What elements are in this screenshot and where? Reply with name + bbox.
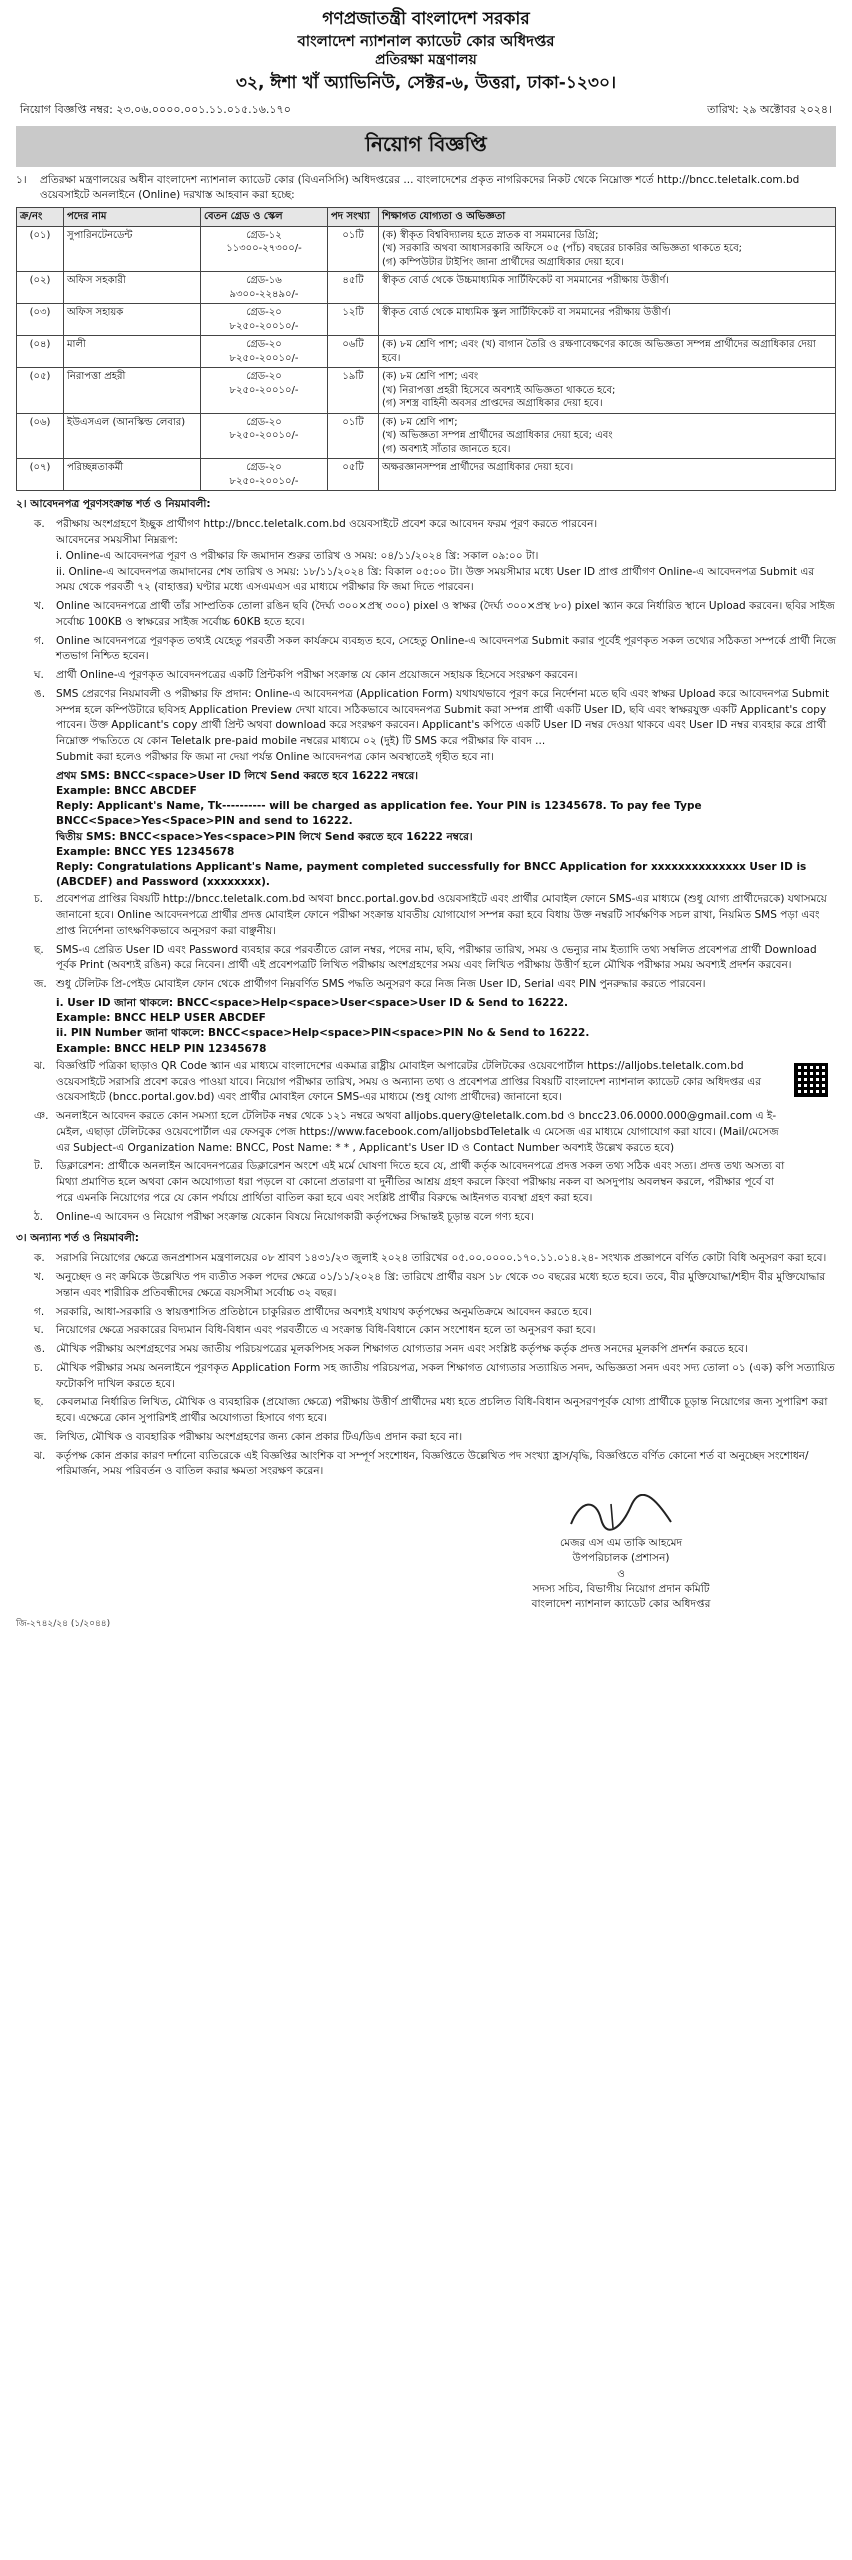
signature-block: [526, 1494, 716, 1612]
signatory-name: মেজর এস এম তাকি আহমেদ: [560, 1537, 682, 1550]
row-post: অফিস সহায়ক: [64, 304, 201, 336]
list-item-text: নিয়োগের ক্ষেত্রে সরকারের বিদ্যমান বিধি-বিধান এবং পরবর্তীতে এ সংক্রান্ত বিধি-বিধানে কোন সংশোধন হলে তা অনুসরণ করা হবে।: [56, 1324, 596, 1337]
row-grade: গ্রেড-২০ ৮২৫০-২০০১০/-: [201, 336, 328, 368]
list-item-text: কর্তৃপক্ষ কোন প্রকার কারণ দর্শানো ব্যতিরেকে এই বিজ্ঞপ্তির আংশিক বা সম্পূর্ণ সংশোধন, বিজ্ঞপ্তিতে উল্লেখিত পদ সংখ্যা হ্রাস/বৃদ্ধি, বিজ্ঞপ্তিতে বর্ণিত কোনো শর্ত বা অনুচ্ছেদ সংশোধন/পরিমার্জন, সময় পরিবর্তন ও বাতিল করার ক্ষমতা সংরক্ষণ করেন।: [56, 1449, 809, 1478]
table-row: [17, 368, 836, 414]
row-count: ০৫টি: [328, 459, 379, 491]
notice-date: তারিখ: ২৯ অক্টোবর ২০২৪।: [707, 103, 832, 117]
row-grade: গ্রেড-২০ ৮২৫০-২০০১০/-: [201, 413, 328, 459]
row-count: ৪৫টি: [328, 272, 379, 304]
signatory-designation-3: সদস্য সচিব, বিভাগীয় নিয়োগ প্রদান কমিটি: [532, 1582, 710, 1595]
list-item: [34, 977, 836, 993]
notice-banner: নিয়োগ বিজ্ঞপ্তি: [16, 126, 836, 167]
list-item: [34, 634, 836, 666]
row-count: ০১টি: [328, 226, 379, 272]
list-item-marker: খ.: [34, 600, 45, 613]
list-item: [34, 599, 836, 631]
list-item-marker: চ.: [34, 893, 44, 906]
list-item-marker: ঘ.: [34, 669, 44, 682]
row-grade: গ্রেড-২০ ৮২৫০-২০০১০/-: [201, 368, 328, 414]
list-item-text: SMS প্রেরণের নিয়মাবলী ও পরীক্ষার ফি প্রদান: Online-এ আবেদনপত্র (Application Form) যথাযথভাবে পূরণ করে নির্দেশনা মতে ছবি এবং স্বাক্ষর Upload করে আবেদনপত্র Submit সম্পন্ন হলে কম্পিউটারে ছবিসহ Application Preview দেখা যাবে। সঠিকভাবে আবেদনপত্র Submit করা সম্পন্ন প্রার্থী একটি User ID, ছবি এবং স্বাক্ষরযুক্ত একটি Applicant's copy পাবেন। উক্ত Applicant's copy প্রার্থী প্রিন্ট অথবা download করে সংরক্ষণ করবেন। Applicant's কপিতে একটি User ID নম্বর দেওয়া থাকবে এবং User ID নম্বর ব্যবহার করে প্রার্থী নিম্নোক্ত পদ্ধতিতে যে কোন Teletalk pre-paid mobile নম্বরের মাধ্যমে ০২ (দুই) টি SMS করে পরীক্ষার ফি বাবদ ... Submit করা হলেও পরীক্ষার ফি জমা না দেয়া পর্যন্ত Online আবেদনপত্র কোন অবস্থাতেই গৃহীত হবে না।: [56, 687, 830, 763]
list-item: [34, 1109, 792, 1156]
list-item: [34, 668, 836, 684]
list-item-marker: ছ.: [34, 1396, 44, 1409]
list-item-marker: জ.: [34, 1430, 47, 1443]
posts-table: [16, 207, 836, 491]
row-count: ১২টি: [328, 304, 379, 336]
list-item-text: প্রবেশপত্র প্রাপ্তির বিষয়টি http://bncc.teletalk.com.bd অথবা bncc.portal.gov.bd ওয়েবসাইটে এবং প্রার্থীর মোবাইল ফোনে SMS-এর মাধ্যমে (শুধু যোগ্য প্রার্থীদেরকে) যথাসময়ে জানানো হবে। Online আবেদনপত্রে প্রার্থীর প্রদত্ত মোবাইল ফোনে পরীক্ষা সংক্রান্ত যাবতীয় যোগাযোগ সম্পন্ন করা হবে বিধায় উক্ত নম্বরটি সার্বক্ষণিক সচল রাখা, নিয়মিত SMS পড়া এবং প্রাপ্ত নির্দেশনা তাৎক্ষণিকভাবে অনুসরণ করা বাঞ্ছনীয়।: [56, 893, 827, 937]
row-serial: (০৬): [17, 413, 64, 459]
memo-row: [20, 101, 832, 120]
list-item-text: Online আবেদনপত্রে পূরণকৃত তথ্যই যেহেতু পরবর্তী সকল কার্যক্রমে ব্যবহৃত হবে, সেহেতু Online-এ আবেদনপত্র Submit করার পূর্বেই পূরণকৃত সকল তথ্যের সঠিকতা সম্পর্কে প্রার্থী নিজে শতভাগ নিশ্চিত হবেন।: [56, 634, 837, 663]
row-post: নিরাপত্তা প্রহরী: [64, 368, 201, 414]
list-item: [34, 892, 836, 939]
row-serial: (০২): [17, 272, 64, 304]
section-2-title: ২। আবেদনপত্র পূরণসংক্রান্ত শর্ত ও নিয়মাবলী:: [16, 498, 211, 511]
col-serial: ক্র/নং: [17, 208, 64, 227]
list-item-text: ডিক্লারেশন: প্রার্থীকে অনলাইন আবেদনপত্রের ডিক্লারেশন অংশে এই মর্মে ঘোষণা দিতে হবে যে, প্রার্থী কর্তৃক আবেদনপত্রে প্রদত্ত সকল তথ্য সঠিক এবং সত্য। প্রদত্ত তথ্য অসত্য বা মিথ্যা প্রমাণিত হলে অথবা কোন অযোগ্যতা ধরা পড়লে বা কোনো প্রতারণা বা দুর্নীতির আশ্রয় গ্রহণ করলে কিংবা পরীক্ষায় নকল বা অসদুপায় অবলম্বন করলে, পরীক্ষার পূর্বে বা পরে এমনকি নিয়োগের পরে যে কোন পর্যায়ে প্রার্থিতা বাতিল করা হবে এবং সংশ্লিষ্ট প্রার্থীর বিরুদ্ধে আইনগত ব্যবস্থা গ্রহণ করা হবে।: [56, 1160, 785, 1204]
qr-area: [16, 1059, 836, 1226]
signatory-designation-2: ও: [617, 1567, 625, 1580]
row-post: মালী: [64, 336, 201, 368]
row-post: অফিস সহকারী: [64, 272, 201, 304]
list-item-marker: ঞ.: [34, 1110, 49, 1123]
department-name: বাংলাদেশ ন্যাশনাল ক্যাডেট কোর অধিদপ্তর: [297, 31, 555, 50]
list-item: [34, 943, 836, 975]
list-item: [34, 1270, 836, 1302]
table-row: [17, 413, 836, 459]
row-grade: গ্রেড-২০ ৮২৫০-২০০১০/-: [201, 459, 328, 491]
list-item-marker: ক.: [34, 518, 45, 531]
footer-code: জি-২৭৪২/২৪ (১/২০৪৪): [16, 1619, 111, 1630]
list-item-text: শুধু টেলিটক প্রি-পেইড মোবাইল ফোন থেকে প্রার্থীগণ নিম্নবর্ণিত SMS পদ্ধতি অনুসরণ করে নিজ নিজ User ID, Serial এবং PIN পুনরুদ্ধার করতে পারবেন।: [56, 978, 706, 991]
row-count: ০৬টি: [328, 336, 379, 368]
recruitment-notice-page: [16, 0, 836, 1631]
list-item-marker: ঠ.: [34, 1210, 43, 1223]
list-item-marker: ঝ.: [34, 1059, 46, 1072]
section-3-items: [16, 1251, 836, 1480]
list-item: [34, 1342, 836, 1358]
list-item-text: প্রার্থী Online-এ পূরণকৃত আবেদনপত্রের একটি প্রিন্টকপি পরীক্ষা সংক্রান্ত যে কোন প্রয়োজনে সহায়ক হিসেবে সংরক্ষণ করবেন।: [56, 669, 578, 682]
table-row: [17, 272, 836, 304]
list-item: [34, 1449, 836, 1481]
sms-recovery-instructions: i. User ID জানা থাকলে: BNCC<space>Help<space>User<space>User ID & Send to 16222. Example: BNCC HELP USER ABCDEF ii. PIN Number জানা থাকলে: BNCC<space>Help<space>PIN<space>PIN No & Send to 16222. Example: BNCC HELP PIN 12345678: [56, 996, 590, 1055]
list-item-marker: ঙ.: [34, 687, 46, 700]
list-item-marker: ঘ.: [34, 1324, 44, 1337]
intro-paragraph: [16, 173, 836, 203]
row-requirements: অক্ষরজ্ঞানসম্পন্ন প্রার্থীদের অগ্রাধিকার দেয়া হবে।: [379, 459, 836, 491]
table-row: [17, 336, 836, 368]
list-item: [34, 1361, 836, 1393]
list-item-marker: ঝ.: [34, 1449, 46, 1462]
row-grade: গ্রেড-১২ ১১৩০০-২৭৩০০/-: [201, 226, 328, 272]
row-serial: (০৩): [17, 304, 64, 336]
row-serial: (০৫): [17, 368, 64, 414]
col-requirements: শিক্ষাগত যোগ্যতা ও অভিজ্ঞতা: [379, 208, 836, 227]
posts-table-header: [17, 208, 836, 227]
list-item: [34, 687, 836, 766]
row-grade: গ্রেড-১৬ ৯৩০০-২২৪৯০/-: [201, 272, 328, 304]
intro-text: প্রতিরক্ষা মন্ত্রণালয়ের অধীন বাংলাদেশ ন্যাশনাল ক্যাডেট কোর (বিএনসিসি) অধিদপ্তরের ... বাংলাদেশের প্রকৃত নাগরিকদের নিকট থেকে নিম্নোক্ত শর্তে http://bncc.teletalk.com.bd ওয়েবসাইটে অনলাইনে (Online) দরখাস্ত আহবান করা হচ্ছে:: [40, 174, 800, 202]
letterhead: [16, 8, 836, 95]
list-item: [34, 1305, 836, 1321]
table-row: [17, 459, 836, 491]
list-item: [34, 517, 836, 596]
row-post: সুপারিনটেনডেন্ট: [64, 226, 201, 272]
intro-number: ১।: [16, 174, 27, 187]
list-item-text: অনলাইনে আবেদন করতে কোন সমস্যা হলে টেলিটক নম্বর থেকে ১২১ নম্বরে অথবা alljobs.query@teletalk.com.bd ও bncc23.06.0000.000@gmail.com এ ই-মেইল, এছাড়া টেলিটকের ওয়েবপোর্টাল এর ফেসবুক পেজ https://www.facebook.com/alljobsbdTeletalk এ মেসেজ এর মাধ্যমে যোগাযোগ করা যাবে। (Mail/মেসেজ এর Subject-এ Organization Name: BNCC, Post Name: * * , Applicant's User ID ও Contact Number অবশ্যই উল্লেখ করতে হবে): [56, 1110, 779, 1154]
list-item: [34, 1323, 836, 1339]
row-requirements: (ক) ৮ম শ্রেণি পাশ; এবং (খ) নিরাপত্তা প্রহরী হিসেবে অবশ্যই অভিজ্ঞতা থাকতে হবে; (গ) সশস্ত্র বাহিনী অবসর প্রাপ্তদের অগ্রাধিকার দেয়া হবে।: [379, 368, 836, 414]
list-item-text: সরকারি, আধা-সরকারি ও স্বায়ত্তশাসিত প্রতিষ্ঠানে চাকুরিরত প্রার্থীদের অবশ্যই যথাযথ কর্তৃপক্ষের অনুমতিক্রমে আবেদন করতে হবে।: [56, 1305, 592, 1318]
list-item-marker: ঙ.: [34, 1343, 46, 1356]
list-item-text: সরাসরি নিয়োগের ক্ষেত্রে জনপ্রশাসন মন্ত্রণালয়ের ০৮ শ্রাবণ ১৪৩১/২৩ জুলাই ২০২৪ তারিখের ০৫.০০.০০০০.১৭০.১১.০১৪.২৪- সংখ্যক প্রজ্ঞাপনে বর্ণিত কোটা বিধি অনুসরণ করা হবে।: [56, 1252, 827, 1265]
list-item: [34, 1159, 792, 1206]
row-grade: গ্রেড-২০ ৮২৫০-২০০১০/-: [201, 304, 328, 336]
list-item-text: SMS-এ প্রেরিত User ID এবং Password ব্যবহার করে পরবর্তীতে রোল নম্বর, পদের নাম, ছবি, পরীক্ষার তারিখ, সময় ও ভেন্যুর নাম ইত্যাদি তথ্য সম্বলিত প্রবেশপত্র প্রার্থী Download পূর্বক Print (অবশ্যই রঙিন) করে নিবেন। প্রার্থী এই প্রবেশপত্রটি লিখিত পরীক্ষায় অংশগ্রহণের সময় এবং লিখিত পরীক্ষায় উত্তীর্ণ হলে মৌখিক পরীক্ষার সময় অবশ্যই প্রদর্শন করবেন।: [56, 943, 817, 972]
ministry-name: প্রতিরক্ষা মন্ত্রণালয়: [375, 52, 477, 69]
table-row: [17, 304, 836, 336]
list-item-text: Online আবেদনপত্রে প্রার্থী তাঁর সাম্প্রতিক তোলা রঙিন ছবি (দৈর্ঘ্য ৩০০×প্রস্থ ৩০০) pixel ও স্বাক্ষর (দৈর্ঘ্য ৩০০×প্রস্থ ৮০) pixel স্ক্যান করে নির্ধারিত স্থানে Upload করবেন। ছবির সাইজ সর্বোচ্চ 100KB ও স্বাক্ষরের সাইজ সর্বোচ্চ 60KB হতে হবে।: [56, 600, 835, 628]
section-2-items: [16, 517, 836, 765]
row-requirements: স্বীকৃত বোর্ড থেকে মাধ্যমিক স্কুল সার্টিফিকেট বা সমমানের পরীক্ষায় উত্তীর্ণ।: [379, 304, 836, 336]
row-count: ১৯টি: [328, 368, 379, 414]
office-address: ৩২, ঈশা খাঁ অ্যাভিনিউ, সেক্টর-৬, উত্তরা, ঢাকা-১২৩০।: [235, 73, 617, 94]
section-3-title: ৩। অন্যান্য শর্ত ও নিয়মাবলী:: [16, 1232, 139, 1245]
table-row: [17, 226, 836, 272]
col-count: পদ সংখ্যা: [328, 208, 379, 227]
row-requirements: স্বীকৃত বোর্ড থেকে উচ্চমাধ্যমিক সার্টিফিকেট বা সমমানের পরীক্ষায় উত্তীর্ণ।: [379, 272, 836, 304]
list-item: [34, 1430, 836, 1446]
list-item-marker: চ.: [34, 1361, 44, 1374]
row-serial: (০১): [17, 226, 64, 272]
list-item: [34, 1210, 792, 1226]
list-item-text: লিখিত, মৌখিক ও ব্যবহারিক পরীক্ষায় অংশগ্রহণের জন্য কোন প্রকার টিএ/ডিএ প্রদান করা হবে না।: [56, 1430, 463, 1443]
sms-fee-instructions: প্রথম SMS: BNCC<space>User ID লিখে Send করতে হবে 16222 নম্বরে। Example: BNCC ABCDEF Reply: Applicant's Name, Tk---------- will be charged as application fee. Your PIN is 12345678. To pay fee Type BNCC<Space>Yes<Space>PIN and send to 16222. দ্বিতীয় SMS: BNCC<space>Yes<space>PIN লিখে Send করতে হবে 16222 নম্বরে। Example: BNCC YES 12345678 Reply: Congratulations Applicant's Name, payment completed successfully for BNCC Application for xxxxxxxxxxxxxx User ID is (ABCDEF) and Password (xxxxxxxx).: [56, 769, 807, 889]
col-grade: বেতন গ্রেড ও স্কেল: [201, 208, 328, 227]
list-item-text: বিজ্ঞপ্তিটি পত্রিকা ছাড়াও QR Code স্ক্যান এর মাধ্যমে বাংলাদেশের একমাত্র রাষ্ট্রীয় মোবাইল অপারেটর টেলিটকের ওয়েবপোর্টাল https://alljobs.teletalk.com.bd ওয়েবসাইটে সরাসরি প্রবেশ করেও পাওয়া যাবে। নিয়োগ পরীক্ষার তারিখ, সময় ও অন্যান্য তথ্য ও প্রবেশপত্র প্রাপ্তির বিষয়টি বাংলাদেশ ন্যাশনাল ক্যাডেট কোর অধিদপ্তর এর ওয়েবসাইটে (bncc.portal.gov.bd) এবং প্রার্থীর মোবাইল ফোনে SMS-এর মাধ্যমে (শুধু যোগ্য প্রার্থীদের) জানানো হবে।: [56, 1059, 762, 1104]
list-item-text: Online-এ আবেদন ও নিয়োগ পরীক্ষা সংক্রান্ত যেকোন বিষয়ে নিয়োগকারী কর্তৃপক্ষের সিদ্ধান্তই চূড়ান্ত বলে গণ্য হবে।: [56, 1210, 534, 1223]
govt-title: গণপ্রজাতন্ত্রী বাংলাদেশ সরকার: [322, 9, 530, 29]
list-item-marker: জ.: [34, 978, 47, 991]
row-post: ইউএসএল (আনস্কিল্ড লেবার): [64, 413, 201, 459]
col-post: পদের নাম: [64, 208, 201, 227]
signature-scribble: [526, 1494, 716, 1534]
signatory-designation-4: বাংলাদেশ ন্যাশনাল ক্যাডেট কোর অধিদপ্তর: [531, 1597, 711, 1610]
list-item-text: পরীক্ষায় অংশগ্রহণে ইচ্ছুক প্রার্থীগণ http://bncc.teletalk.com.bd ওয়েবসাইটে প্রবেশ করে আবেদন ফরম পূরণ করতে পারবেন। আবেদনের সময়সীমা নিম্নরূপ: i. Online-এ আবেদনপত্র পূরণ ও পরীক্ষার ফি জমাদান শুরুর তারিখ ও সময়: ০৪/১১/২০২৪ খ্রি: সকাল ০৯:০০ টা। ii. Online-এ আবেদনপত্র জমাদানের শেষ তারিখ ও সময়: ১৮/১১/২০২৪ খ্রি: বিকাল ০৫:০০ টা। উক্ত সময়সীমার মধ্যে User ID প্রাপ্ত প্রার্থীগণ Online-এ আবেদনপত্র Submit এর সময় থেকে পরবর্তী ৭২ (বাহাত্তর) ঘণ্টার মধ্যে এসএমএস এর মাধ্যমে পরীক্ষার ফি জমা দিতে পারবেন।: [56, 518, 815, 594]
row-requirements: (ক) স্বীকৃত বিশ্ববিদ্যালয় হতে স্নাতক বা সমমানের ডিগ্রি; (খ) সরকারি অথবা আধাসরকারি অফিসে ০৫ (পাঁচ) বছরের চাকরির অভিজ্ঞতা থাকতে হবে; (গ) কম্পিউটার টাইপিং জানা প্রার্থীদের অগ্রাধিকার দেয়া হবে।: [379, 226, 836, 272]
list-item-text: মৌখিক পরীক্ষার সময় অনলাইনে পূরণকৃত Application Form সহ জাতীয় পরিচয়পত্র, সকল শিক্ষাগত যোগ্যতার সত্যায়িত সনদ, অভিজ্ঞতা সনদ এবং সদ্য তোলা ০১ (এক) কপি সত্যায়িত ফটোকপি দাখিল করতে হবে।: [56, 1361, 835, 1390]
memo-number: নিয়োগ বিজ্ঞপ্তি নম্বর: ২৩.০৬.০০০০.০০১.১১.০১৫.১৬.১৭০: [20, 103, 291, 117]
row-requirements: (ক) ৮ম শ্রেণি পাশ; এবং (খ) বাগান তৈরি ও রক্ষণাবেক্ষণের কাজে অভিজ্ঞতা সম্পন্ন প্রার্থীদের অগ্রাধিকার দেয়া হবে।: [379, 336, 836, 368]
row-serial: (০৪): [17, 336, 64, 368]
signatory-designation-1: উপপরিচালক (প্রশাসন): [572, 1552, 670, 1565]
row-count: ০১টি: [328, 413, 379, 459]
list-item-marker: গ.: [34, 1305, 45, 1318]
list-item: [34, 1059, 792, 1106]
qr-code-icon[interactable]: [794, 1063, 828, 1097]
row-serial: (০৭): [17, 459, 64, 491]
posts-table-body: [17, 226, 836, 491]
list-item-text: কেবলমাত্র নির্ধারিত লিখিত, মৌখিক ও ব্যবহারিক (প্রযোজ্য ক্ষেত্রে) পরীক্ষায় উত্তীর্ণ প্রার্থীদের মধ্য হতে প্রচলিত বিধি-বিধান অনুসরণপূর্বক যোগ্য প্রার্থীকে চূড়ান্ত নিয়োগের জন্য সুপারিশ করা হবে। এক্ষেত্রে কোন সুপারিশই প্রার্থীর অযোগ্যতা হিসাবে গণ্য হবে।: [56, 1396, 828, 1425]
section-2-items-cont: [16, 892, 836, 993]
list-item-text: অনুচ্ছেদ ও নং ক্রমিকে উল্লেখিত পদ ব্যতীত সকল পদের ক্ষেত্রে ০১/১১/২০২৪ খ্রি: তারিখে প্রার্থীর বয়স ১৮ থেকে ৩০ বছরের মধ্যে হতে হবে। তবে, বীর মুক্তিযোদ্ধা/শহীদ বীর মুক্তিযোদ্ধার সন্তান এবং শারীরিক প্রতিবন্ধীদের ক্ষেত্রে বয়সসীমা সর্বোচ্চ ৩২ বছর।: [56, 1271, 826, 1299]
list-item-marker: গ.: [34, 634, 45, 647]
list-item-text: মৌখিক পরীক্ষায় অংশগ্রহণের সময় জাতীয় পরিচয়পত্রের মূলকপিসহ সকল শিক্ষাগত যোগ্যতার সনদ এবং সংশ্লিষ্ট কর্তৃপক্ষ কর্তৃক প্রদত্ত সনদের মূলকপি প্রদর্শন করতে হবে।: [56, 1343, 748, 1356]
list-item-marker: ছ.: [34, 943, 44, 956]
list-item: [34, 1251, 836, 1267]
section-2-items-last: [16, 1059, 792, 1226]
row-requirements: (ক) ৮ম শ্রেণি পাশ; (খ) অভিজ্ঞতা সম্পন্ন প্রার্থীদের অগ্রাধিকার দেয়া হবে; এবং (গ) অবশ্যই সাঁতার জানতে হবে।: [379, 413, 836, 459]
list-item: [34, 1395, 836, 1427]
list-item-marker: ক.: [34, 1252, 45, 1265]
list-item-marker: খ.: [34, 1271, 45, 1284]
list-item-marker: ট.: [34, 1160, 44, 1173]
row-post: পরিচ্ছন্নতাকর্মী: [64, 459, 201, 491]
